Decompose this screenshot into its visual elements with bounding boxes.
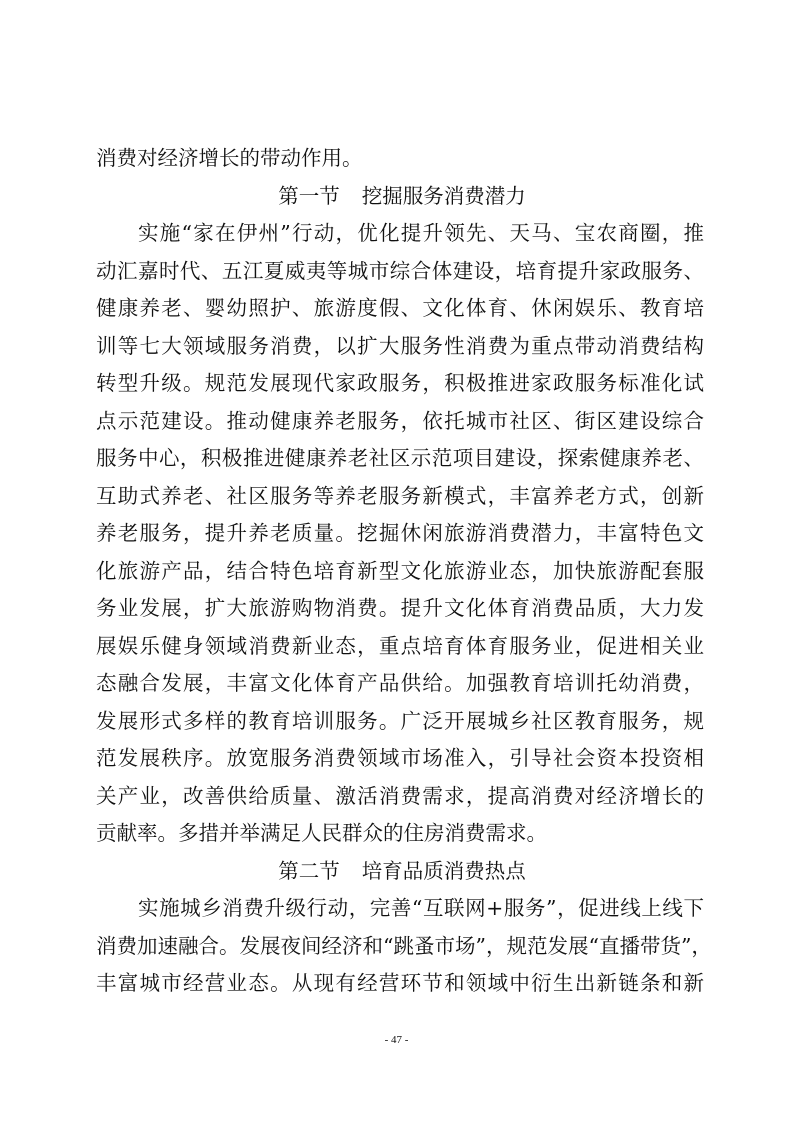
paragraph-line: 消费对经济增长的带动作用。 [96,146,363,170]
paragraph-line: 展娱乐健身领域消费新业态，重点培育体育服务业，促进相关业 [96,633,704,658]
paragraph-line: 范发展秩序。放宽服务消费领域市场准入，引导社会资本投资相 [96,746,704,770]
section-number: 第二节 [278,858,340,883]
paragraph-line: 养老服务，提升养老质量。挖掘休闲旅游消费潜力，丰富特色文 [96,521,704,545]
paragraph-line: 化旅游产品，结合特色培育新型文化旅游业态，加快旅游配套服 [96,558,704,583]
paragraph-line: 实施城乡消费升级行动，完善“互联网+服务”，促进线上线下 [138,896,704,920]
paragraph-line: 互助式养老、社区服务等养老服务新模式，丰富养老方式，创新 [96,483,704,508]
paragraph-line: 实施“家在伊州”行动，优化提升领先、天马、宝农商圈，推 [138,221,704,245]
paragraph-line: 关产业，改善供给质量、激活消费需求，提高消费对经济增长的 [96,783,704,808]
paragraph-line: 态融合发展，丰富文化体育产品供给。加强教育培训托幼消费， [96,671,704,695]
paragraph-line: 训等七大领域服务消费，以扩大服务性消费为重点带动消费结构 [96,333,704,358]
section-number: 第一节 [278,183,340,208]
paragraph-line: 健康养老、婴幼照护、旅游度假、文化体育、休闲娱乐、教育培 [96,296,704,320]
page-number: - 47 - [384,1034,409,1046]
document-body [96,140,712,1003]
paragraph-line: 服务中心，积极推进健康养老社区示范项目建设，探索健康养老、 [96,446,704,470]
paragraph-line: 贡献率。多措并举满足人民群众的住房消费需求。 [96,821,547,845]
paragraph-line: 转型升级。规范发展现代家政服务，积极推进家政服务标准化试 [96,371,704,395]
section-title: 培育品质消费热点 [361,858,526,883]
paragraph-line: 丰富城市经营业态。从现有经营环节和领域中衍生出新链条和新 [96,971,704,995]
section-heading-1 [96,178,704,216]
paragraph-line: 消费加速融合。发展夜间经济和“跳蚤市场”，规范发展“直播带货”， [96,933,712,958]
paragraph-line: 务业发展，扩大旅游购物消费。提升文化体育消费品质，大力发 [96,596,704,620]
section-title: 挖掘服务消费潜力 [361,183,526,208]
paragraph-line: 发展形式多样的教育培训服务。广泛开展城乡社区教育服务，规 [96,708,704,733]
paragraph-line: 动汇嘉时代、五江夏威夷等城市综合体建设，培育提升家政服务、 [96,258,704,283]
paragraph-line: 点示范建设。推动健康养老服务，依托城市社区、街区建设综合 [96,408,704,433]
section-heading-2 [96,853,704,891]
